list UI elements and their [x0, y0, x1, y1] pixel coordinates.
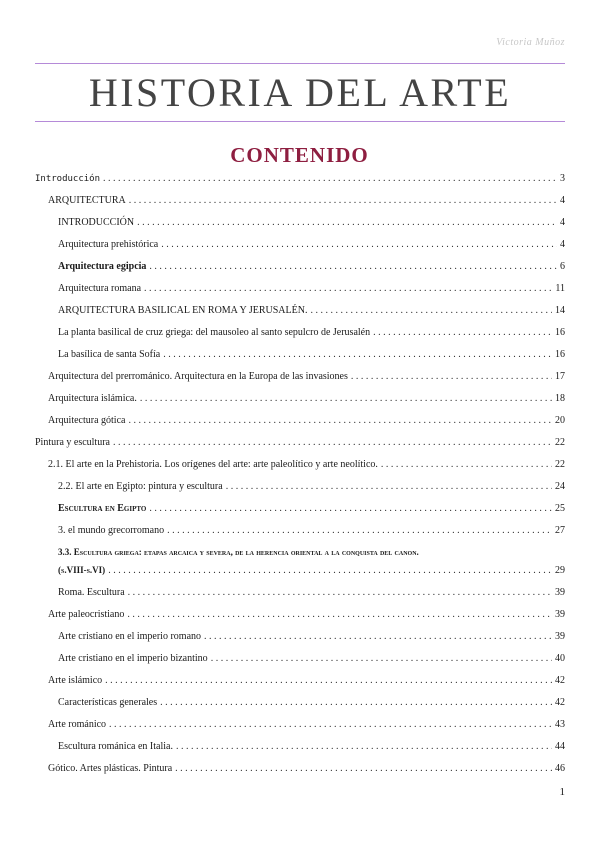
- toc-entry-title: Introducción: [35, 174, 101, 184]
- toc-entry[interactable]: [58, 587, 565, 598]
- toc-heading: CONTENIDO: [230, 143, 369, 167]
- toc-leader: [163, 349, 552, 360]
- toc-entry[interactable]: [48, 459, 565, 470]
- toc-entry[interactable]: [58, 631, 565, 642]
- toc-leader: [167, 525, 552, 536]
- toc-leader: [373, 327, 552, 338]
- toc-entry-page: 44: [555, 741, 565, 752]
- document-title: HISTORIA DEL ARTE: [88, 70, 512, 115]
- toc-leader: [161, 239, 557, 250]
- toc-entry-title: 3.3. Escultura griega: etapas arcaica y severa, de la herencia oriental a la conquista del canon.: [58, 547, 419, 557]
- toc-entry-title: 2.2. El arte en Egipto: pintura y escultura: [58, 481, 223, 492]
- toc-entry-title: Arquitectura romana: [58, 283, 142, 294]
- toc-entry-page: 27: [555, 525, 565, 536]
- toc-entry-title: Escultura en Egipto: [58, 503, 147, 514]
- toc-entry-title: ARQUITECTURA: [48, 195, 126, 206]
- page-number: 1: [559, 786, 565, 798]
- toc-leader: [137, 217, 557, 228]
- toc-leader: [144, 283, 552, 294]
- toc-entry-page: 3: [560, 173, 565, 184]
- toc-entry[interactable]: [58, 283, 565, 294]
- toc-entry-page: 22: [555, 437, 565, 448]
- toc-entry-title: Arte cristiano en el imperio romano: [58, 631, 202, 642]
- toc-entry-page: 14: [555, 305, 565, 316]
- bottom-divider: [35, 121, 565, 122]
- toc-leader: [105, 675, 552, 686]
- toc-leader: [226, 481, 552, 492]
- toc-entry-title: Arquitectura egipcia: [58, 261, 147, 272]
- toc-entry-title: Arte cristiano en el imperio bizantino: [58, 653, 208, 664]
- toc-entry-page: 29: [555, 565, 565, 576]
- toc-entry[interactable]: [58, 697, 565, 708]
- toc-entry-title: Arquitectura gótica: [48, 415, 126, 426]
- toc-entry-title: INTRODUCCIÓN: [58, 217, 135, 228]
- toc-entry[interactable]: [58, 741, 565, 752]
- toc-leader: [128, 415, 552, 426]
- toc-entry[interactable]: [48, 195, 565, 206]
- toc-entry-page: 39: [555, 587, 565, 598]
- toc-entry-title-continued: (s.VIII-s.VI): [58, 565, 106, 575]
- toc-entry-page: 20: [555, 415, 565, 426]
- toc-entry-page: 4: [560, 195, 565, 206]
- toc-entry-page: 25: [555, 503, 565, 514]
- toc-leader: [109, 719, 552, 730]
- toc-entry[interactable]: [58, 503, 565, 514]
- toc-leader: [310, 305, 552, 316]
- toc-entry-title: Características generales: [58, 697, 158, 708]
- toc-entry-title: Pintura y escultura: [35, 437, 110, 448]
- toc-entry-title: ARQUITECTURA BASILICAL EN ROMA Y JERUSALÉN.: [58, 305, 308, 316]
- toc-entry[interactable]: [58, 217, 565, 228]
- toc-entry[interactable]: [58, 349, 565, 360]
- toc-entry-page: 11: [555, 283, 565, 294]
- toc-entry-title: Roma. Escultura: [58, 587, 125, 598]
- toc-leader: [175, 763, 552, 774]
- toc-entry-page: 18: [555, 393, 565, 404]
- toc-entry-title: La basílica de santa Sofía: [58, 349, 161, 360]
- toc-entry[interactable]: [48, 393, 565, 404]
- toc-entry[interactable]: [58, 547, 565, 557]
- toc-entry-page: 22: [555, 459, 565, 470]
- toc-leader: [127, 609, 552, 620]
- toc-leader: [129, 195, 557, 206]
- toc-entry-title: Escultura románica en Italia.: [58, 741, 173, 752]
- toc-leader: [160, 697, 552, 708]
- toc-entry-page: 40: [555, 653, 565, 664]
- toc-entry-title: Gótico. Artes plásticas. Pintura: [48, 763, 173, 774]
- toc-entry-page: 6: [560, 261, 565, 272]
- toc-entry-title: Arte paleocristiano: [48, 609, 125, 620]
- toc-entry[interactable]: [48, 415, 565, 426]
- toc-leader: [381, 459, 552, 470]
- toc-leader: [128, 587, 552, 598]
- toc-entry-page: 42: [555, 675, 565, 686]
- toc-entry[interactable]: [58, 525, 565, 536]
- toc-entry[interactable]: [58, 239, 565, 250]
- toc-entry[interactable]: [48, 609, 565, 620]
- author-name: Victoria Muñoz: [496, 37, 565, 48]
- toc-leader: [176, 741, 552, 752]
- toc-entry-page: 24: [555, 481, 565, 492]
- toc-leader: [108, 565, 552, 576]
- toc-entry-page: 16: [555, 349, 565, 360]
- toc-entry[interactable]: [48, 719, 565, 730]
- toc-leader: [149, 261, 557, 272]
- toc-entry[interactable]: [58, 653, 565, 664]
- toc-entry[interactable]: [58, 261, 565, 272]
- toc-entry[interactable]: [58, 481, 565, 492]
- toc-leader: [149, 503, 552, 514]
- toc-entry-title: Arquitectura del prerrománico. Arquitectura en la Europa de las invasiones: [48, 371, 348, 382]
- toc-entry[interactable]: [48, 763, 565, 774]
- toc-entry-title: Arte románico: [48, 719, 107, 730]
- toc-entry[interactable]: [35, 437, 565, 448]
- toc-entry[interactable]: [58, 305, 565, 316]
- toc-entry[interactable]: [58, 327, 565, 338]
- toc-entry-continued[interactable]: [58, 565, 565, 576]
- toc-entry-page: 4: [560, 217, 565, 228]
- toc-leader: [113, 437, 552, 448]
- toc-leader: [351, 371, 552, 382]
- toc-entry-title: Arquitectura prehistórica: [58, 239, 159, 250]
- toc-entry-title: La planta basilical de cruz griega: del mausoleo al santo sepulcro de Jerusalén: [58, 327, 371, 338]
- toc-entry[interactable]: [48, 371, 565, 382]
- toc-leader: [211, 653, 552, 664]
- toc-entry-page: 4: [560, 239, 565, 250]
- toc-entry-page: 42: [555, 697, 565, 708]
- toc-entry-page: 46: [555, 763, 565, 774]
- toc-leader: [204, 631, 552, 642]
- toc-entry[interactable]: [48, 675, 565, 686]
- toc-leader: [103, 173, 557, 184]
- top-divider: [35, 63, 565, 64]
- toc-entry-title: Arte islámico: [48, 675, 103, 686]
- toc-entry-page: 39: [555, 631, 565, 642]
- toc-entry-title: Arquitectura islámica.: [48, 393, 137, 404]
- toc-entry-page: 39: [555, 609, 565, 620]
- toc-entry-title: 3. el mundo grecorromano: [58, 525, 165, 536]
- toc-entry[interactable]: [35, 173, 565, 184]
- toc-leader: [140, 393, 552, 404]
- toc-entry-title: 2.1. El arte en la Prehistoria. Los orígenes del arte: arte paleolítico y arte neolítico.: [48, 459, 378, 470]
- toc-entry-page: 16: [555, 327, 565, 338]
- toc-entry-page: 17: [555, 371, 565, 382]
- toc-entry-page: 43: [555, 719, 565, 730]
